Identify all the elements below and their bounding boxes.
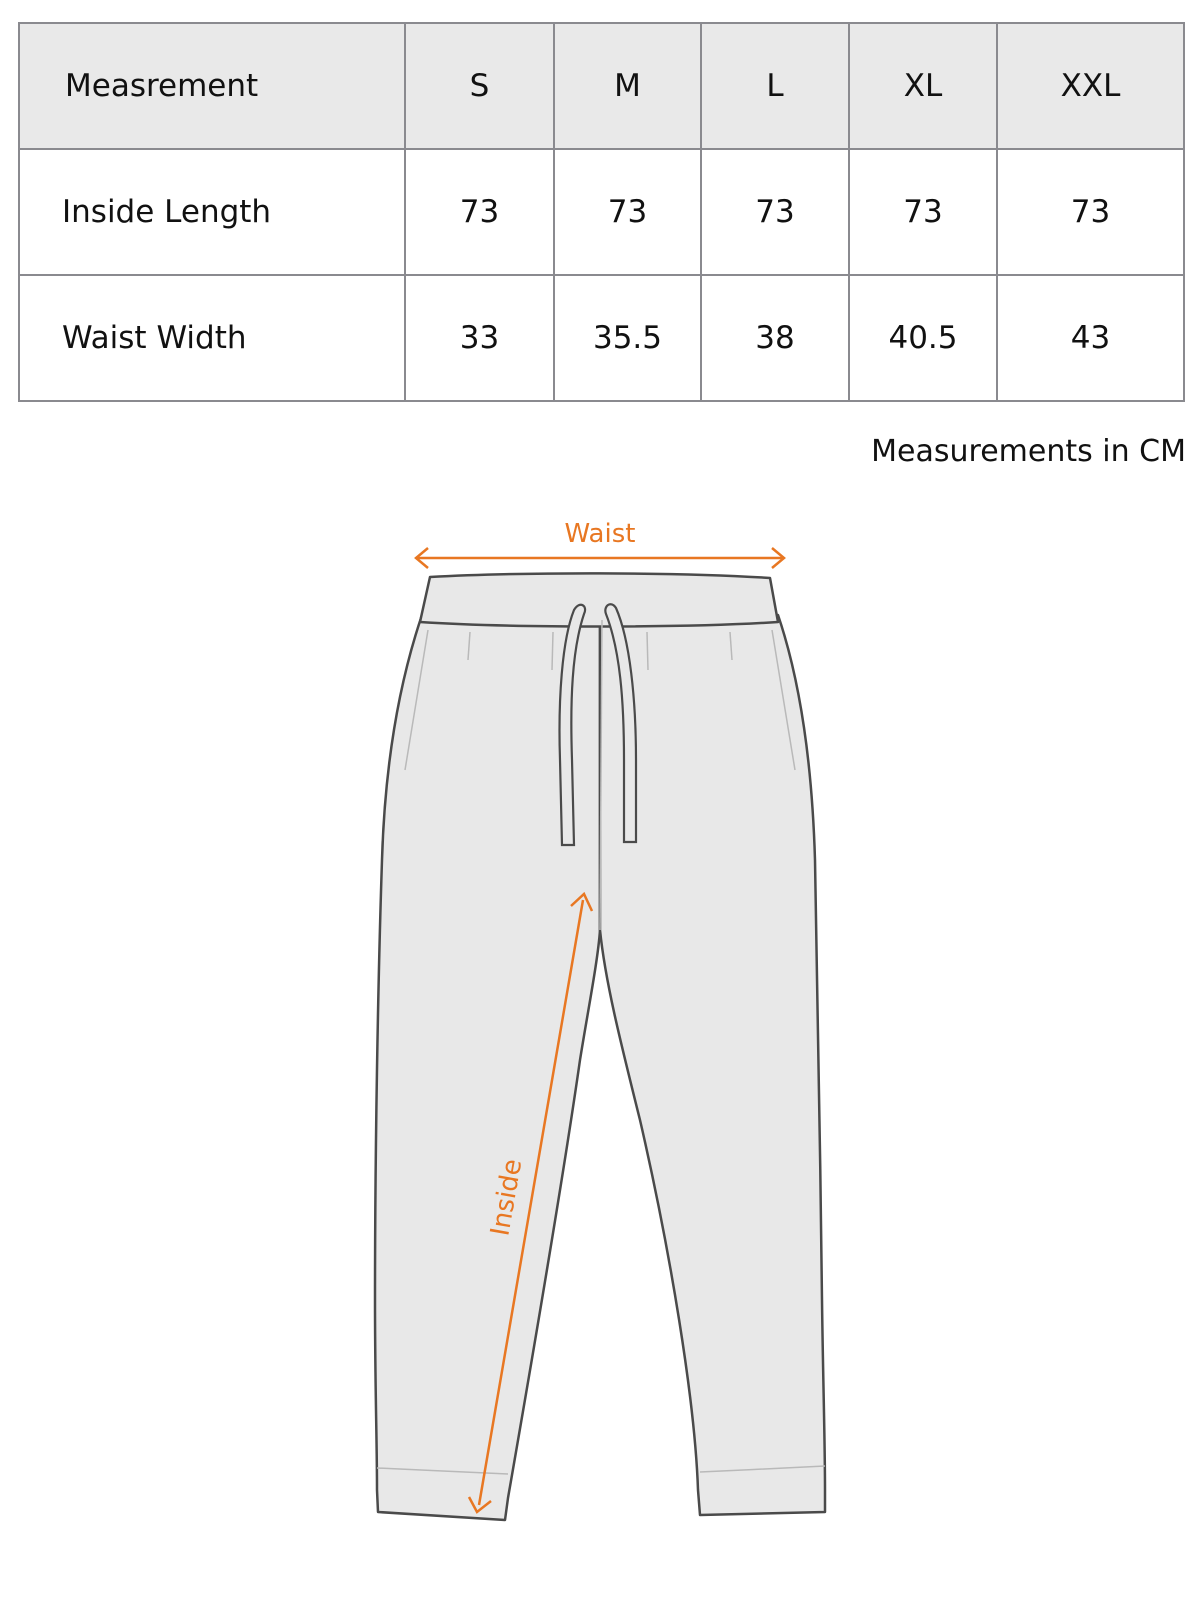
cell-waist-width-m: 35.5: [554, 275, 701, 401]
cell-inside-length-l: 73: [701, 149, 849, 275]
pants-drawing: [375, 573, 825, 1520]
waist-measurement-arrow: [416, 548, 784, 568]
size-chart-table: [18, 22, 1185, 402]
header-size-s: S: [405, 23, 554, 149]
header-size-xxl: XXL: [997, 23, 1184, 149]
table-row-waist-width: [19, 275, 1184, 401]
inside-label: Inside: [485, 1156, 529, 1239]
header-measurement: Measrement: [19, 23, 405, 149]
header-size-l: L: [701, 23, 849, 149]
measurement-unit-note: Measurements in CM: [871, 434, 1186, 469]
table-header-row: [19, 23, 1184, 149]
cell-waist-width-s: 33: [405, 275, 554, 401]
table-row-inside-length: [19, 149, 1184, 275]
row-label-inside-length: Inside Length: [19, 149, 405, 275]
cell-inside-length-m: 73: [554, 149, 701, 275]
header-size-xl: XL: [849, 23, 997, 149]
cell-waist-width-xxl: 43: [997, 275, 1184, 401]
cell-waist-width-xl: 40.5: [849, 275, 997, 401]
cell-waist-width-l: 38: [701, 275, 849, 401]
row-label-waist-width: Waist Width: [19, 275, 405, 401]
pants-illustration: [0, 500, 1200, 1560]
cell-inside-length-xxl: 73: [997, 149, 1184, 275]
cell-inside-length-xl: 73: [849, 149, 997, 275]
header-size-m: M: [554, 23, 701, 149]
waist-label: Waist: [564, 519, 636, 549]
cell-inside-length-s: 73: [405, 149, 554, 275]
waistband: [420, 573, 778, 626]
